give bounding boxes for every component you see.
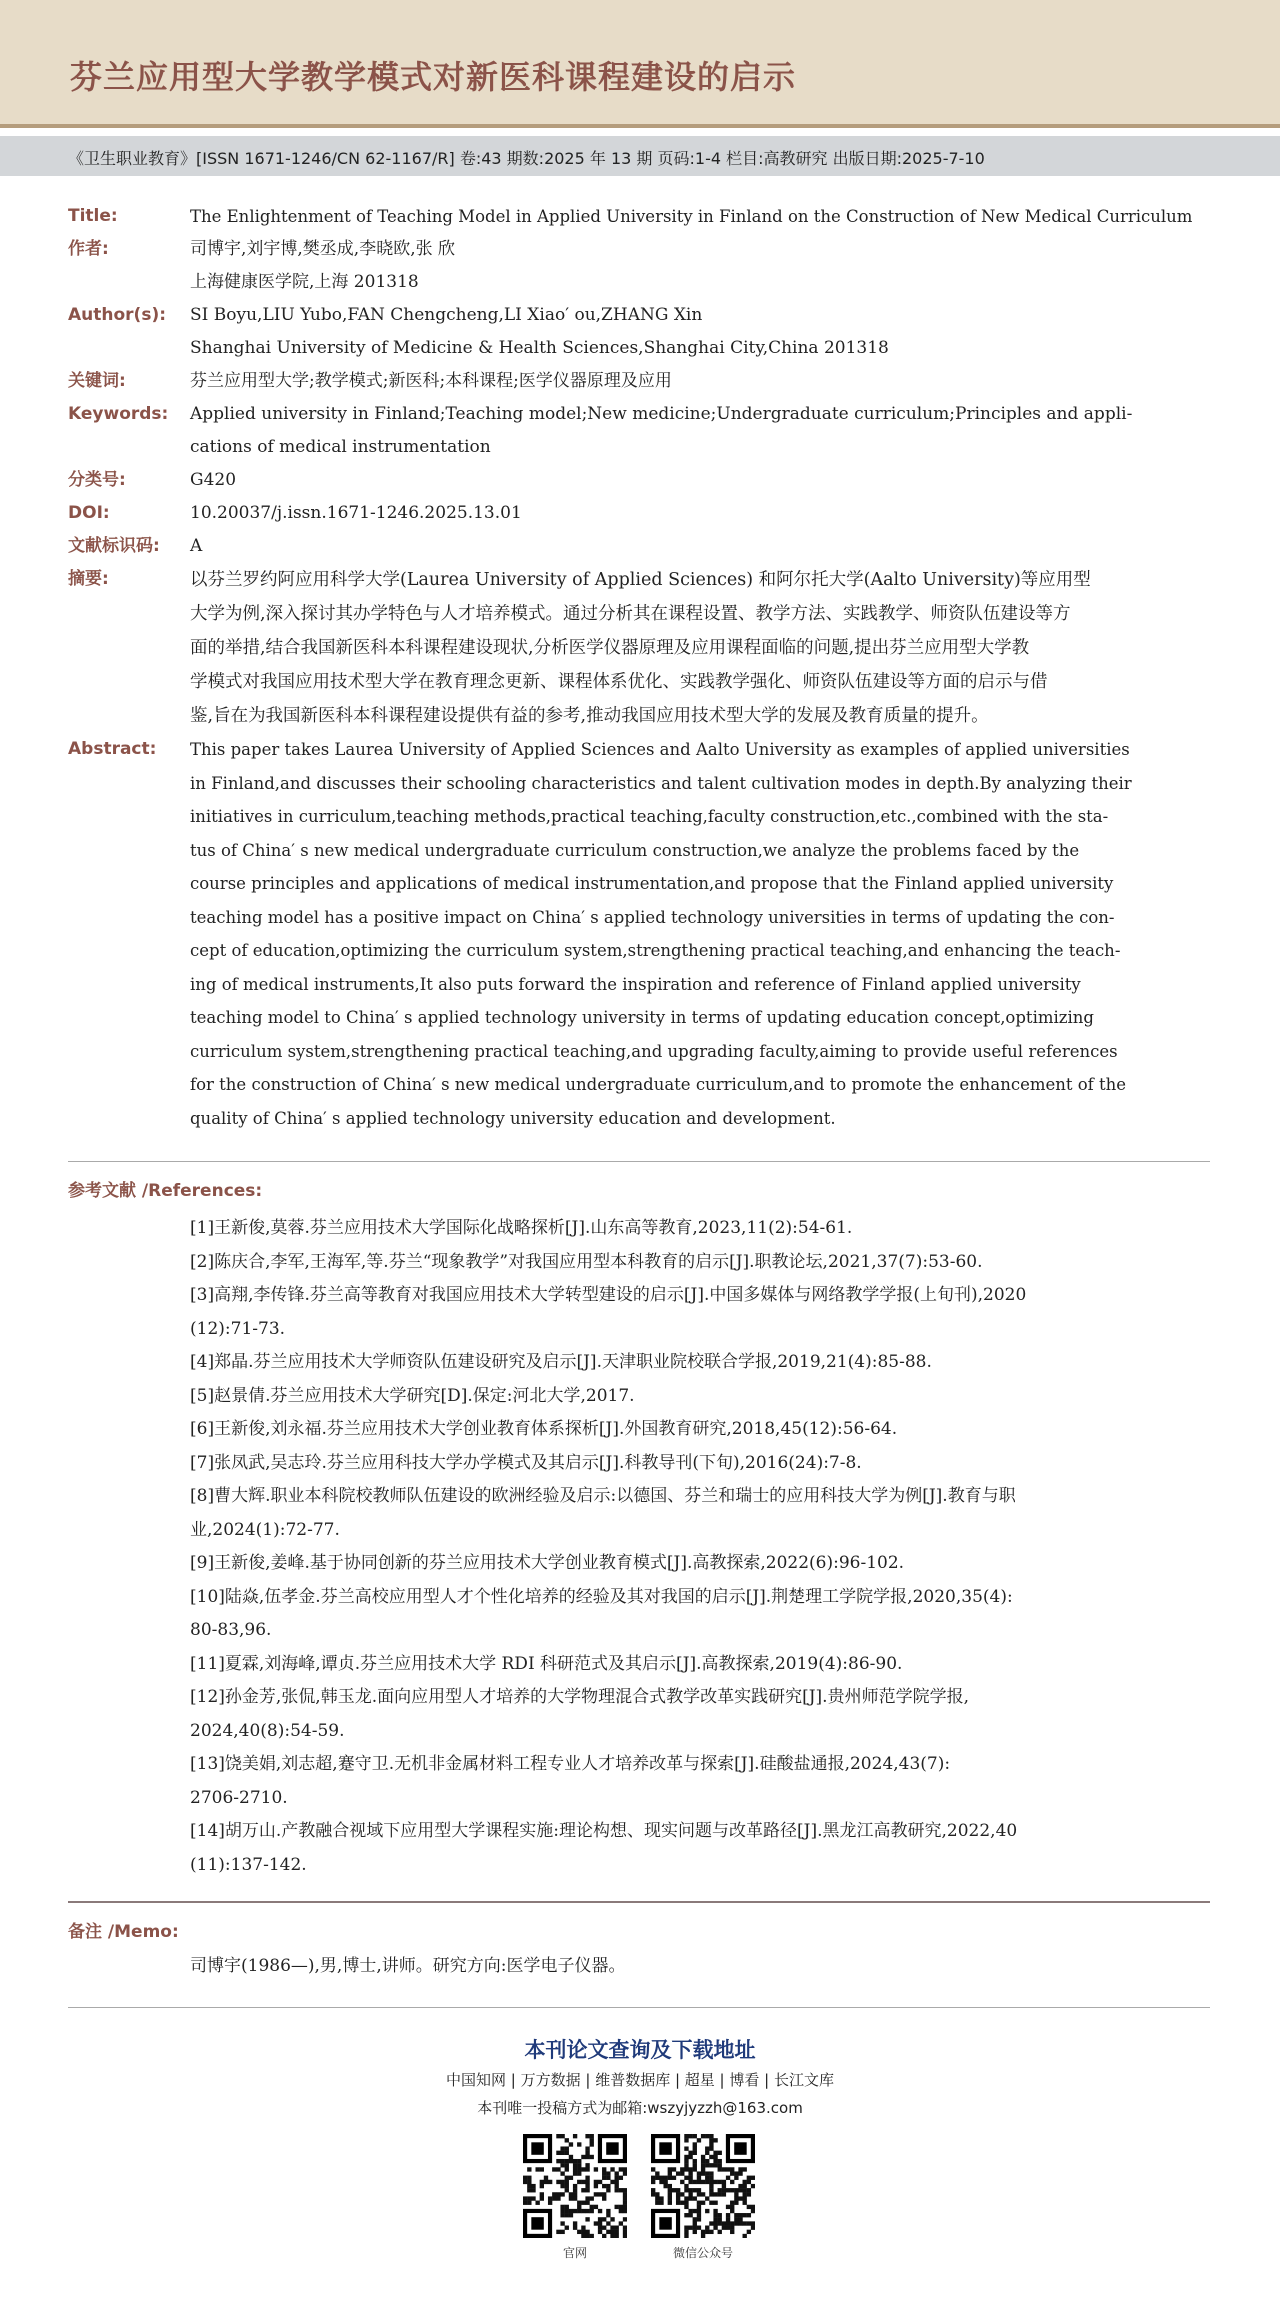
doc-code-label: 文献标识码: [68, 536, 160, 556]
reference-item [190, 1413, 1210, 1447]
reference-line: [6]王新俊,刘永福.芬兰应用技术大学创业教育体系探析[J].外国教育研究,2018,45(12):56-64. [190, 1419, 898, 1439]
reference-line: [8]曹大辉.职业本科院校教师队伍建设的欧洲经验及启示:以德国、芬兰和瑞士的应用科技大学为例[J].教育与职 [190, 1486, 1016, 1506]
doc-code-value: A [190, 536, 203, 556]
reference-line: [7]张凤武,吴志玲.芬兰应用科技大学办学模式及其启示[J].科教导刊(下旬),2016(24):7-8. [190, 1452, 862, 1473]
keywords-zh-row [68, 365, 1213, 398]
reference-item [190, 1581, 1210, 1648]
reference-line: (11):137-142. [190, 1854, 307, 1875]
authors-zh-label: 作者: [68, 239, 109, 259]
reference-item [190, 1648, 1210, 1682]
doi-row [68, 497, 1213, 530]
abstract-zh-line: 以芬兰罗约阿应用科学大学(Laurea University of Applied Sciences) 和阿尔托大学(Aalto University)等应用型 [190, 570, 1091, 590]
abstract-en-line: tus of China′ s new medical undergraduate curriculum construction,we analyze the problems faced by the [190, 840, 1080, 860]
reference-line: (12):71-73. [190, 1318, 286, 1339]
website-qr-code-icon [523, 2134, 627, 2238]
abstract-en-line: cept of education,optimizing the curriculum system,strengthening practical teaching,and enhancing the teach- [190, 941, 1121, 960]
wechat-qr-code-icon [651, 2134, 755, 2238]
abstract-en-label: Abstract: [68, 739, 157, 759]
submission-email: 本刊唯一投稿方式为邮箱:wszyjyzzh@163.com [477, 2099, 803, 2117]
abstract-en-line: in Finland,and discusses their schooling characteristics and talent cultivation modes in depth.By analyzing their [190, 773, 1132, 793]
page-title: 芬兰应用型大学教学模式对新医科课程建设的启示 [70, 58, 797, 96]
reference-line: [5]赵景倩.芬兰应用技术大学研究[D].保定:河北大学,2017. [190, 1385, 635, 1406]
qr-codes [520, 2134, 760, 2284]
abstract-en-line: course principles and applications of medical instrumentation,and propose that the Finland applied university [190, 874, 1114, 893]
database-links[interactable]: 中国知网 | 万方数据 | 维普数据库 | 超星 | 博看 | 长江文库 [446, 2071, 834, 2089]
reference-line: [3]高翔,李传锋.芬兰高等教育对我国应用技术大学转型建设的启示[J].中国多媒体与网络教学学报(上旬刊),2020 [190, 1285, 1027, 1305]
abstract-en-line: for the construction of China′ s new medical undergraduate curriculum,and to promote the enhancement of the [190, 1075, 1127, 1094]
memo-section [68, 1901, 1210, 1981]
reference-item [190, 1547, 1210, 1581]
abstract-en-line: quality of China′ s applied technology university education and development. [190, 1108, 836, 1128]
abstract-en-line: ing of medical instruments,It also puts forward the inspiration and reference of Finland applied university [190, 974, 1081, 994]
wechat-qr-caption: 微信公众号 [672, 2246, 733, 2260]
classification-label: 分类号: [68, 470, 126, 490]
doi-value[interactable]: 10.20037/j.issn.1671-1246.2025.13.01 [190, 503, 522, 523]
english-title: The Enlightenment of Teaching Model in Applied University in Finland on the Construction of New Medical Curriculum [190, 207, 1193, 226]
abstract-zh-row [68, 563, 1213, 733]
article-fields [68, 200, 1213, 1135]
website-qr[interactable] [520, 2134, 630, 2262]
reference-line: [9]王新俊,姜峰.基于协同创新的芬兰应用技术大学创业教育模式[J].高教探索,2022(6):96-102. [190, 1553, 905, 1573]
title-label: Title: [68, 206, 118, 226]
reference-item [190, 1346, 1210, 1380]
authors-zh-row [68, 233, 1213, 299]
abstract-en-line: curriculum system,strengthening practical teaching,and upgrading faculty,aiming to provide useful references [190, 1041, 1118, 1061]
memo-text: 司博宇(1986—),男,博士,讲师。研究方向:医学电子仪器。 [190, 1956, 626, 1976]
abstract-zh-line: 大学为例,深入探讨其办学特色与人才培养模式。通过分析其在课程设置、教学方法、实践教学、师资队伍建设等方 [190, 604, 1071, 624]
title-row [68, 200, 1213, 233]
abstract-en-row [68, 733, 1213, 1135]
abstract-zh-label: 摘要: [68, 569, 109, 589]
website-qr-caption: 官网 [562, 2246, 587, 2260]
reference-line: [1]王新俊,莫蓉.芬兰应用技术大学国际化战略探析[J].山东高等教育,2023,11(2):54-61. [190, 1218, 853, 1238]
doi-label: DOI: [68, 503, 110, 523]
wechat-qr[interactable] [648, 2134, 758, 2262]
reference-item [190, 1279, 1210, 1346]
reference-item [190, 1480, 1210, 1547]
doc-code-row [68, 530, 1213, 563]
references-section [68, 1161, 1210, 1882]
reference-item [190, 1380, 1210, 1414]
abstract-zh-line: 学模式对我国应用技术型大学在教育理念更新、课程体系优化、实践教学强化、师资队伍建设等方面的启示与借 [190, 672, 1048, 692]
reference-line: [11]夏霖,刘海峰,谭贞.芬兰应用技术大学 RDI 科研范式及其启示[J].高教探索,2019(4):86-90. [190, 1653, 903, 1674]
authors-en-names: SI Boyu,LIU Yubo,FAN Chengcheng,LI Xiao′ ou,ZHANG Xin [190, 305, 703, 325]
abstract-en-line: initiatives in curriculum,teaching methods,practical teaching,faculty construction,etc.,combined with the sta- [190, 807, 1109, 826]
keywords-en-label: Keywords: [68, 404, 169, 424]
reference-line: [10]陆焱,伍孝金.芬兰高校应用型人才个性化培养的经验及其对我国的启示[J].荆楚理工学院学报,2020,35(4): [190, 1586, 1013, 1607]
footer-title: 本刊论文查询及下载地址 [524, 2038, 756, 2062]
reference-line: 业,2024(1):72-77. [190, 1519, 340, 1540]
authors-zh-names: 司博宇,刘宇博,樊丞成,李晓欧,张 欣 [190, 239, 456, 259]
reference-line: 2706-2710. [190, 1787, 288, 1808]
reference-line: [2]陈庆合,李军,王海军,等.芬兰“现象教学”对我国应用型本科教育的启示[J].职教论坛,2021,37(7):53-60. [190, 1251, 983, 1272]
classification-row [68, 464, 1213, 497]
classification-value: G420 [190, 470, 237, 490]
abstract-en-line: teaching model has a positive impact on China′ s applied technology universities in terms of updating the con- [190, 907, 1115, 927]
reference-line: [4]郑晶.芬兰应用技术大学师资队伍建设研究及启示[J].天津职业院校联合学报,2019,21(4):85-88. [190, 1352, 932, 1372]
authors-en-label: Author(s): [68, 305, 167, 325]
keywords-en-line: cations of medical instrumentation [190, 437, 491, 457]
footer [0, 2034, 1280, 2122]
divider [68, 2007, 1210, 2008]
reference-line: [14]胡万山.产教融合视域下应用型大学课程实施:理论构想、现实问题与改革路径[J].黑龙江高教研究,2022,40 [190, 1821, 1018, 1841]
abstract-en-line: This paper takes Laurea University of Applied Sciences and Aalto University as examples of applied universities [190, 740, 1130, 759]
reference-list [68, 1212, 1210, 1882]
reference-item [190, 1212, 1210, 1246]
reference-line: [13]饶美娟,刘志超,蹇守卫.无机非金属材料工程专业人才培养改革与探索[J].硅酸盐通报,2024,43(7): [190, 1754, 951, 1774]
authors-en-row [68, 299, 1213, 365]
memo-label: 备注 /Memo: [68, 1922, 179, 1942]
reference-line: [12]孙金芳,张侃,韩玉龙.面向应用型人才培养的大学物理混合式教学改革实践研究[J].贵州师范学院学报, [190, 1687, 969, 1707]
keywords-zh-label: 关键词: [68, 371, 126, 391]
abstract-en-line: teaching model to China′ s applied technology university in terms of updating education concept,optimizing [190, 1008, 1094, 1027]
authors-en-affiliation: Shanghai University of Medicine & Health Sciences,Shanghai City,China 201318 [190, 338, 889, 358]
authors-zh-affiliation: 上海健康医学院,上海 201318 [190, 272, 419, 292]
reference-item [190, 1748, 1210, 1815]
reference-item [190, 1447, 1210, 1481]
keywords-en-line: Applied university in Finland;Teaching model;New medicine;Undergraduate curriculum;Principles and appli- [190, 404, 1133, 424]
reference-line: 2024,40(8):54-59. [190, 1720, 345, 1741]
references-label: 参考文献 /References: [68, 1181, 263, 1201]
reference-item [190, 1246, 1210, 1280]
journal-metadata: 《卫生职业教育》[ISSN 1671-1246/CN 62-1167/R] 卷:43 期数:2025 年 13 期 页码:1-4 栏目:高教研究 出版日期:2025-7-10 [68, 149, 985, 168]
reference-item [190, 1815, 1210, 1882]
reference-item [190, 1681, 1210, 1748]
abstract-zh-line: 鉴,旨在为我国新医科本科课程建设提供有益的参考,推动我国应用技术型大学的发展及教育质量的提升。 [190, 706, 989, 726]
reference-line: 80-83,96. [190, 1620, 272, 1640]
keywords-en-row [68, 398, 1213, 464]
abstract-zh-line: 面的举措,结合我国新医科本科课程建设现状,分析医学仪器原理及应用课程面临的问题,提出芬兰应用型大学教 [190, 638, 1030, 658]
keywords-zh: 芬兰应用型大学;教学模式;新医科;本科课程;医学仪器原理及应用 [190, 371, 672, 391]
